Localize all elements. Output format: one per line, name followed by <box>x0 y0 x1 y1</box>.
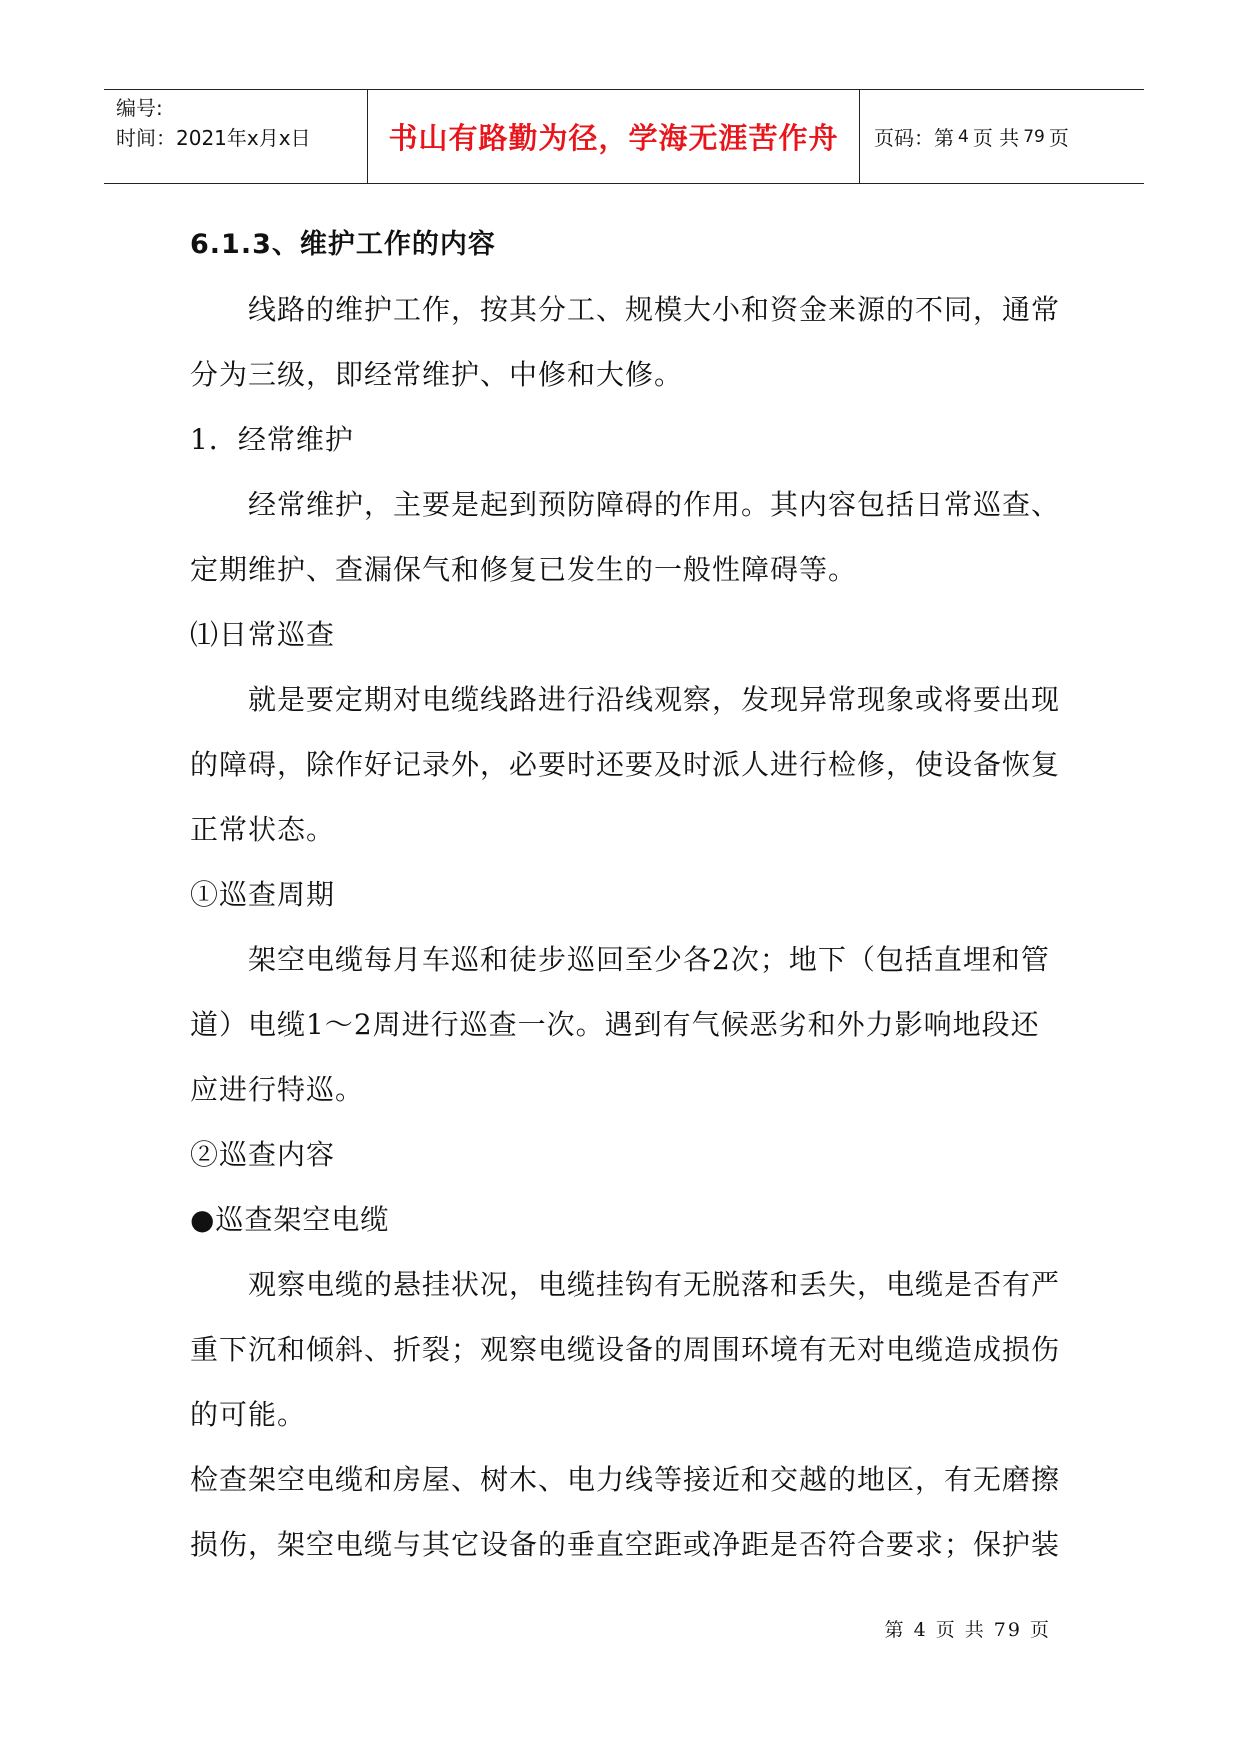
page-suffix: 页 <box>1048 126 1069 150</box>
page-prefix: 页码：第 <box>874 126 954 150</box>
time-label: 时间：2021年x月x日 <box>116 126 311 150</box>
paragraph-line: 架空电缆每月车巡和徒步巡回至少各2次；地下（包括直埋和管 <box>248 943 1050 976</box>
paragraph-line: 应进行特巡。 <box>190 1073 365 1106</box>
header-motto <box>368 90 860 183</box>
paragraph-line: 损伤，架空电缆与其它设备的垂直空距或净距是否符合要求；保护装 <box>190 1528 1061 1561</box>
subheading: ⑴日常巡查 <box>190 618 336 651</box>
paragraph-line: 分为三级，即经常维护、中修和大修。 <box>190 358 684 391</box>
page-mid: 页 共 <box>972 126 1020 150</box>
paragraph-line: 就是要定期对电缆线路进行沿线观察，发现异常现象或将要出现 <box>248 683 1061 716</box>
header-page-info <box>860 90 1144 183</box>
page-header <box>104 89 1144 184</box>
document-body <box>190 212 1070 1577</box>
paragraph-line: 正常状态。 <box>190 813 336 846</box>
page-number: 4 <box>958 126 969 147</box>
paragraph-line: 道）电缆1～2周进行巡查一次。遇到有气候恶劣和外力影响地段还 <box>190 1008 1040 1041</box>
paragraph-line: 线路的维护工作，按其分工、规模大小和资金来源的不同，通常 <box>248 293 1061 326</box>
page-footer: 第 4 页 共 79 页 <box>884 1619 1051 1641</box>
paragraph-line: 的可能。 <box>190 1398 307 1431</box>
paragraph-line: 定期维护、查漏保气和修复已发生的一般性障碍等。 <box>190 553 858 586</box>
subheading: 1．经常维护 <box>190 423 354 456</box>
paragraph-line: 观察电缆的悬挂状况，电缆挂钩有无脱落和丢失，电缆是否有严 <box>248 1268 1061 1301</box>
subheading: ①巡查周期 <box>190 878 336 911</box>
motto-text: 书山有路勤为径，学海无涯苦作舟 <box>388 121 839 155</box>
serial-label: 编号: <box>116 96 163 120</box>
paragraph-line: 检查架空电缆和房屋、树木、电力线等接近和交越的地区，有无磨擦 <box>190 1463 1061 1496</box>
page-total: 79 <box>1023 126 1045 147</box>
subheading: ②巡查内容 <box>190 1138 336 1171</box>
header-meta <box>104 90 368 183</box>
paragraph-line: 经常维护，主要是起到预防障碍的作用。其内容包括日常巡查、 <box>248 488 1061 521</box>
bullet-heading: ●巡查架空电缆 <box>190 1203 390 1236</box>
paragraph-line: 的障碍，除作好记录外，必要时还要及时派人进行检修，使设备恢复 <box>190 748 1061 781</box>
paragraph-line: 重下沉和倾斜、折裂；观察电缆设备的周围环境有无对电缆造成损伤 <box>190 1333 1061 1366</box>
section-heading: 6.1.3、维护工作的内容 <box>190 229 496 260</box>
